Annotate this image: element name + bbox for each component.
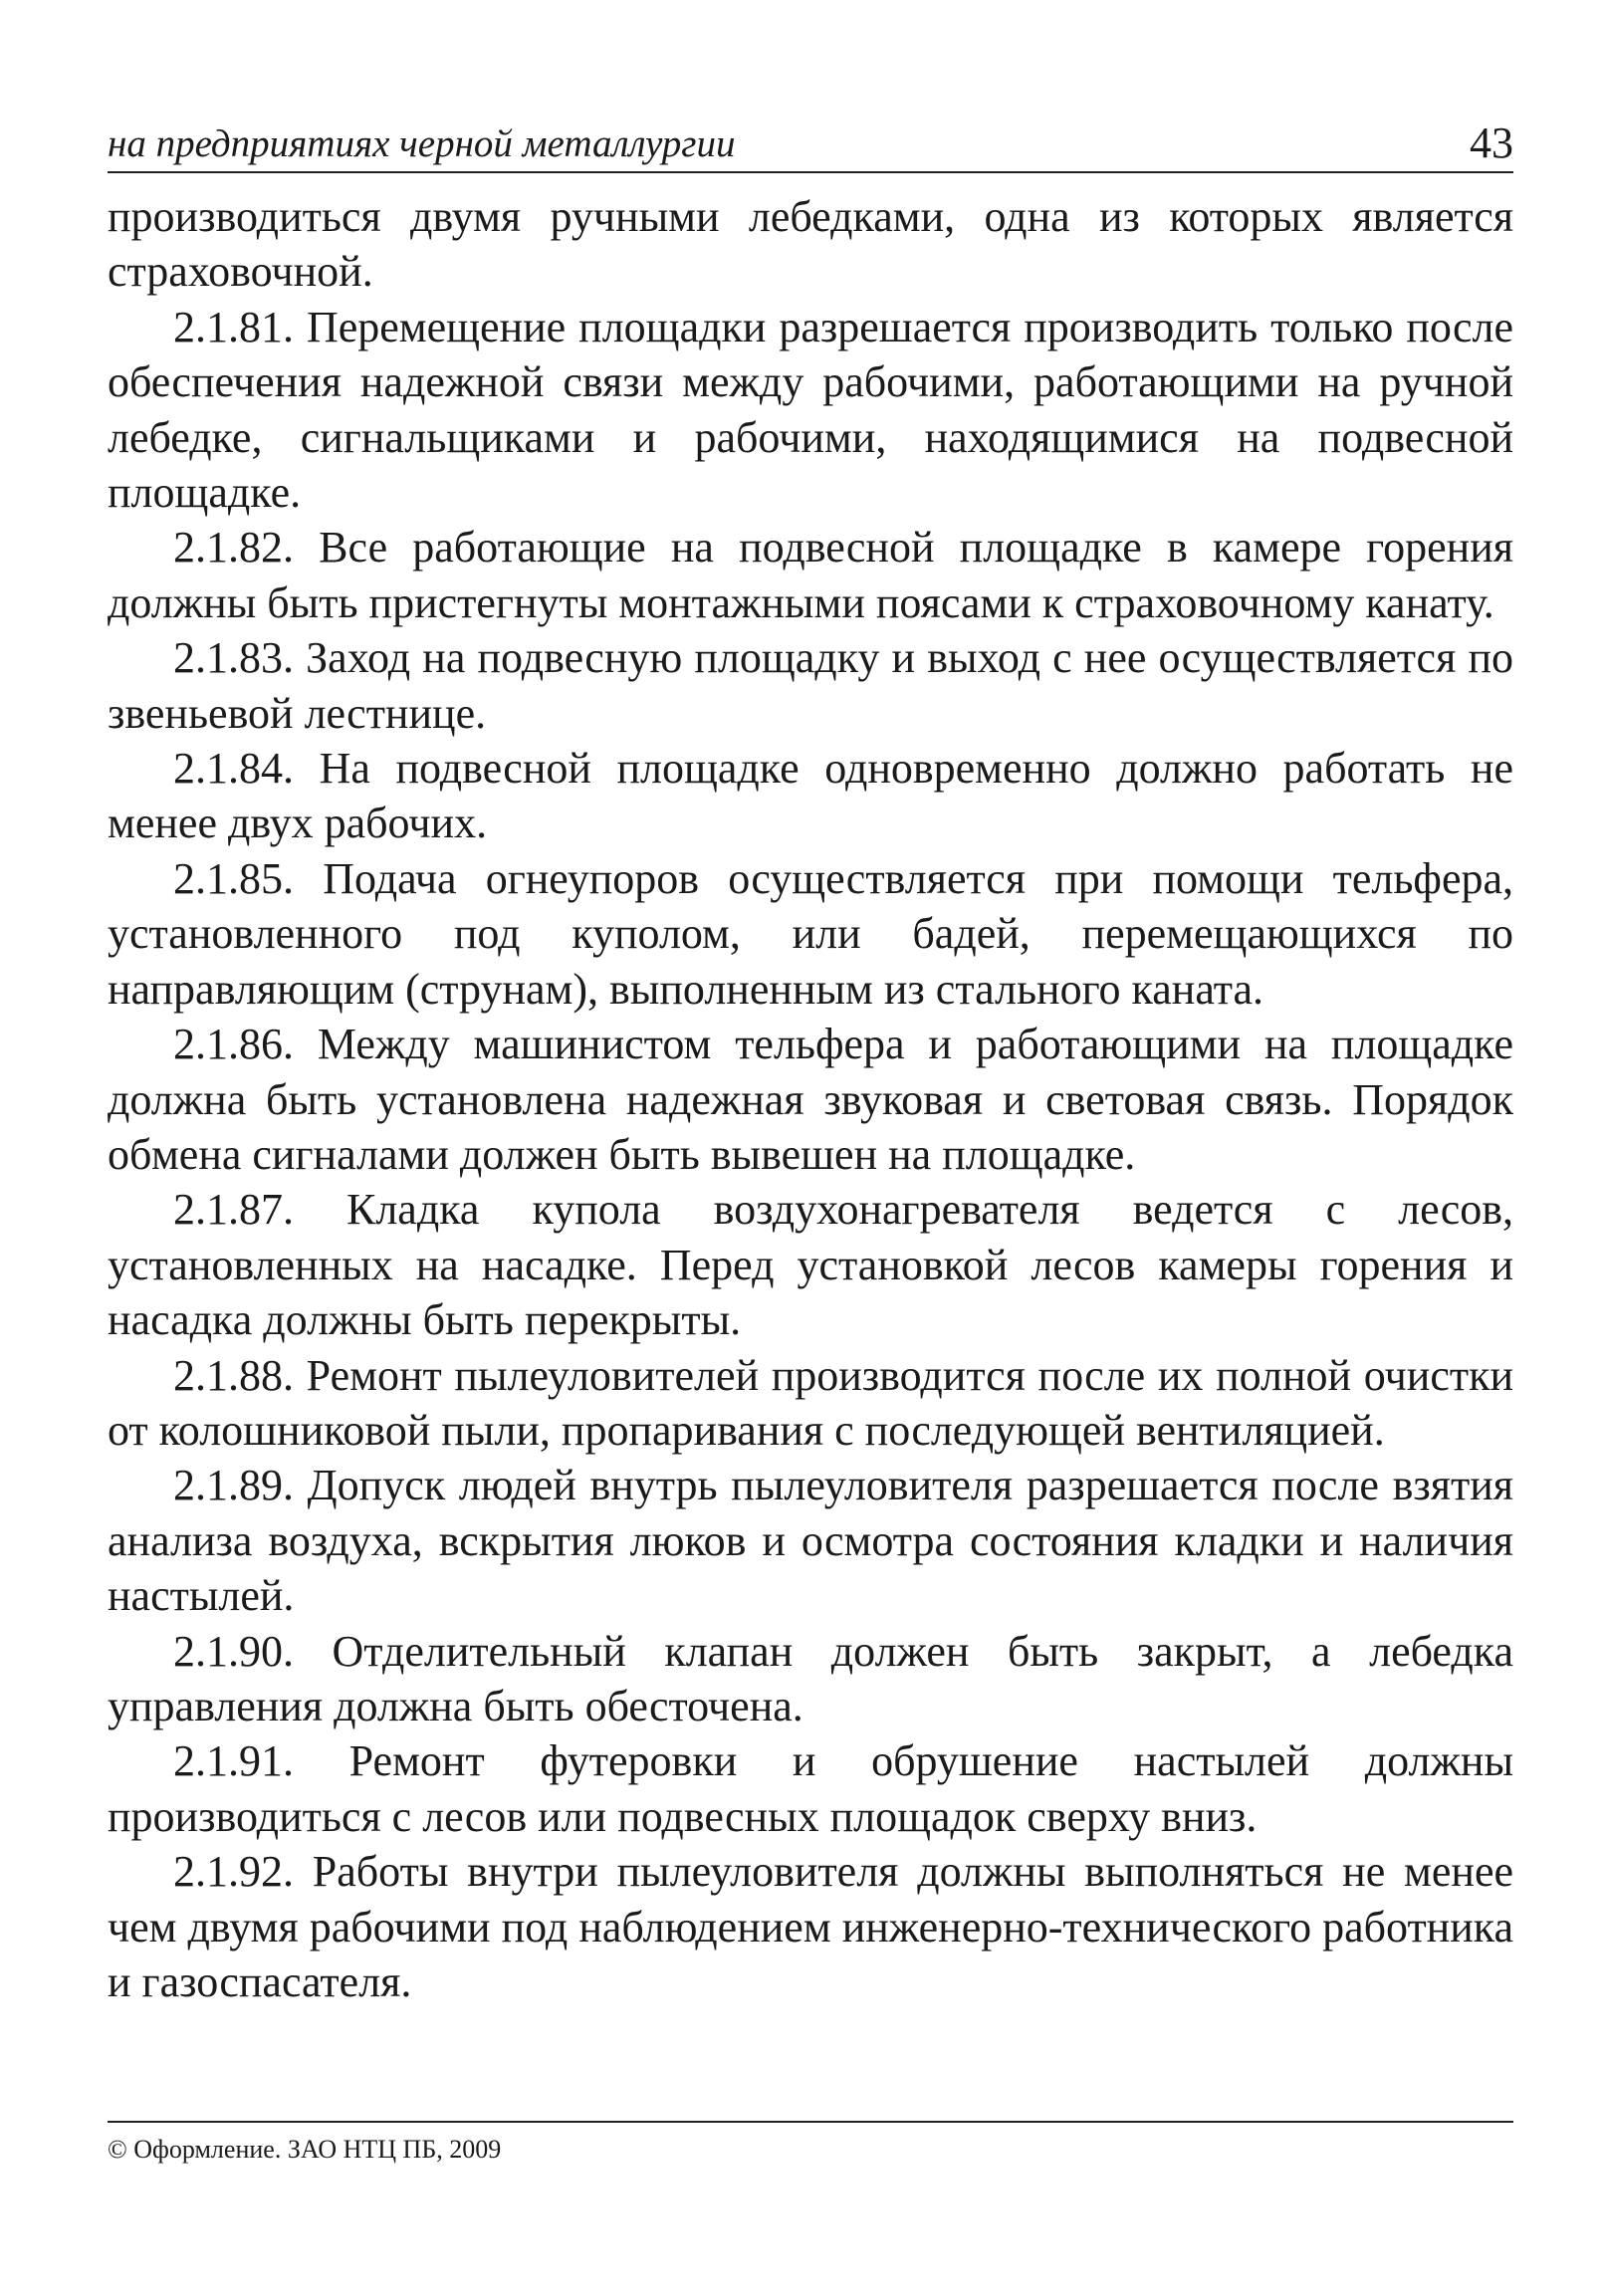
page-header bbox=[108, 108, 1513, 173]
clause-2-1-89: 2.1.89. Допуск людей внутрь пылеуловителя разрешается после взятия анализа воздуха, вскрытия люков и осмотра состояния кладки и наличия настылей. bbox=[108, 1461, 1513, 1621]
running-head: на предприятиях черной металлургии bbox=[108, 122, 736, 165]
clause-2-1-88: 2.1.88. Ремонт пылеуловителей производится после их полной очистки от колошниковой пыли, пропаривания с последующей вентиляцией. bbox=[108, 1350, 1513, 1455]
clause-2-1-92: 2.1.92. Работы внутри пылеуловителя должны выполняться не менее чем двумя рабочими под наблюдением инженерно-технического работника и газоспасателя. bbox=[108, 1847, 1513, 2006]
clause-2-1-83: 2.1.83. Заход на подвесную площадку и выход с нее осуществляется по звеньевой лестнице. bbox=[108, 633, 1513, 738]
clause-2-1-91: 2.1.91. Ремонт футеровки и обрушение настылей должны производиться с лесов или подвесных площадок сверху вниз. bbox=[108, 1736, 1513, 1841]
clause-2-1-85: 2.1.85. Подача огнеупоров осуществляется при помощи тельфера, установленного под куполом, или бадей, перемещающихся по направляющим (струнам), выполненным из стального каната. bbox=[108, 853, 1513, 1014]
page-number: 43 bbox=[1470, 118, 1513, 167]
clause-2-1-87: 2.1.87. Кладка купола воздухонагревателя ведется с лесов, установленных на насадке. Перед установкой лесов камеры горения и насадка должны быть перекрыты. bbox=[108, 1185, 1513, 1345]
clause-2-1-81: 2.1.81. Перемещение площадки разрешается производить только после обеспечения надежной связи между рабочими, работающими на ручной лебедке, сигнальщиками и рабочими, находящимися на подвесной площадке. bbox=[108, 302, 1513, 518]
clause-2-1-86: 2.1.86. Между машинистом тельфера и работающими на площадке должна быть установлена надежная звуковая и световая связь. Порядок обмена сигналами должен быть вывешен на площадке. bbox=[108, 1020, 1513, 1179]
page-footer bbox=[108, 2121, 1513, 2192]
paragraph-continuation: производиться двумя ручными лебедками, одна из которых является страховочной. bbox=[108, 192, 1513, 297]
clause-2-1-82: 2.1.82. Все работающие на подвесной площадке в камере горения должны быть пристегнуты монтажными поясами к страховочному канату. bbox=[108, 523, 1513, 627]
body-text bbox=[108, 189, 1513, 2009]
copyright-notice: © Оформление. ЗАО НТЦ ПБ, 2009 bbox=[108, 2135, 502, 2164]
clause-2-1-90: 2.1.90. Отделительный клапан должен быть закрыт, а лебедка управления должна быть обесточена. bbox=[108, 1626, 1513, 1730]
clause-2-1-84: 2.1.84. На подвесной площадке одновременно должно работать не менее двух рабочих. bbox=[108, 744, 1513, 848]
